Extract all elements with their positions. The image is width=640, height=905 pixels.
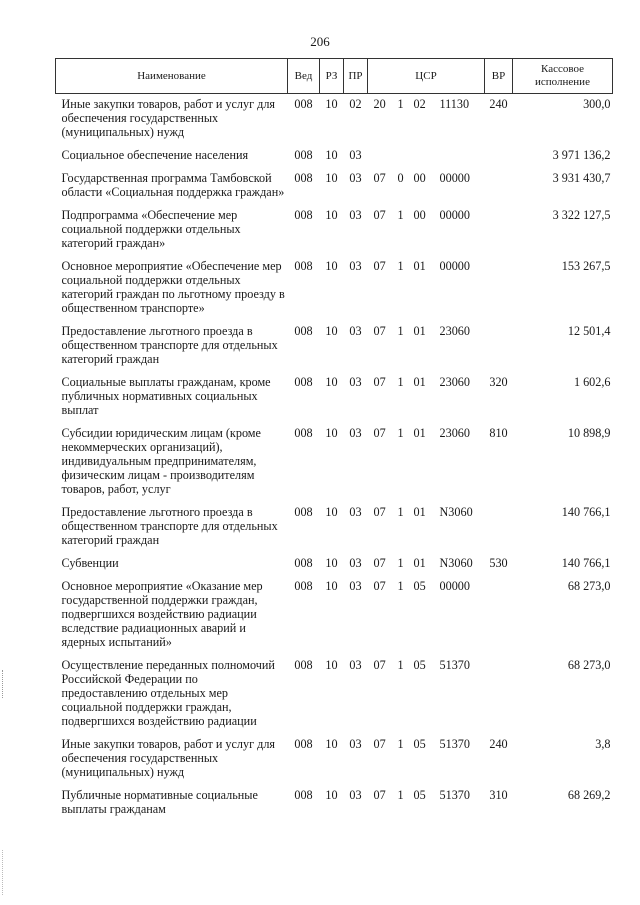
table-row bbox=[56, 372, 613, 423]
row-rz: 10 bbox=[325, 208, 338, 222]
row-amount: 3,8 bbox=[595, 737, 611, 751]
row-amount: 68 273,0 bbox=[567, 579, 611, 593]
csr-event: 05 bbox=[413, 658, 426, 672]
csr-subprogram: 1 bbox=[397, 737, 404, 751]
row-name: Подпрограмма «Обеспечение мер социальной поддержки отдельных категорий граждан» bbox=[61, 208, 241, 250]
row-vr bbox=[485, 168, 513, 205]
csr-subprogram: 1 bbox=[397, 375, 404, 389]
header-name: Наименование bbox=[56, 59, 288, 94]
row-name: Основное мероприятие «Оказание мер государственной поддержки граждан, подвергшихся воздействию радиации вследствие радиационных аварий и ядерных испытаний» bbox=[61, 579, 263, 649]
csr-subprogram: 1 bbox=[397, 788, 404, 802]
table-row bbox=[56, 553, 613, 576]
header-amount: Кассовое исполнение bbox=[513, 59, 613, 94]
table-row bbox=[56, 785, 613, 822]
row-name: Основное мероприятие «Обеспечение мер социальной поддержки отдельных категорий граждан по льготному проезду в общественном транспорте» bbox=[61, 259, 285, 315]
csr-event: 01 bbox=[413, 556, 426, 570]
row-csr bbox=[368, 785, 485, 822]
csr-direction: 11130 bbox=[439, 97, 470, 111]
row-csr bbox=[368, 321, 485, 372]
row-rz: 10 bbox=[325, 171, 338, 185]
row-pr: 03 bbox=[349, 259, 362, 273]
csr-direction: N3060 bbox=[439, 556, 473, 570]
csr-program: 07 bbox=[373, 375, 386, 389]
row-name: Публичные нормативные социальные выплаты гражданам bbox=[61, 788, 258, 816]
csr-event: 05 bbox=[413, 788, 426, 802]
csr-subprogram: 1 bbox=[397, 208, 404, 222]
header-pr: ПР bbox=[344, 59, 368, 94]
row-vr bbox=[485, 205, 513, 256]
csr-direction: 23060 bbox=[439, 375, 470, 389]
csr-direction: 00000 bbox=[439, 579, 470, 593]
row-amount: 140 766,1 bbox=[561, 505, 611, 519]
row-amount: 140 766,1 bbox=[561, 556, 611, 570]
row-amount: 1 602,6 bbox=[573, 375, 611, 389]
budget-table bbox=[55, 58, 613, 822]
row-name: Иные закупки товаров, работ и услуг для обеспечения государственных (муниципальных) нужд bbox=[61, 737, 276, 779]
row-csr bbox=[368, 655, 485, 734]
row-pr: 03 bbox=[349, 788, 362, 802]
csr-subprogram: 1 bbox=[397, 556, 404, 570]
csr-subprogram: 1 bbox=[397, 579, 404, 593]
row-vr: 310 bbox=[489, 788, 508, 802]
csr-direction: 00000 bbox=[439, 171, 470, 185]
row-rz: 10 bbox=[325, 148, 338, 162]
row-name: Иные закупки товаров, работ и услуг для обеспечения государственных (муниципальных) нужд bbox=[61, 97, 276, 139]
header-rz: РЗ bbox=[320, 59, 344, 94]
row-ved: 008 bbox=[294, 375, 313, 389]
row-amount: 300,0 bbox=[583, 97, 611, 111]
row-csr bbox=[368, 256, 485, 321]
row-csr bbox=[368, 423, 485, 502]
row-ved: 008 bbox=[294, 737, 313, 751]
header-vr: ВР bbox=[485, 59, 513, 94]
csr-event: 01 bbox=[413, 324, 426, 338]
csr-program: 07 bbox=[373, 505, 386, 519]
csr-program: 20 bbox=[373, 97, 386, 111]
row-pr: 03 bbox=[349, 148, 362, 162]
csr-program: 07 bbox=[373, 259, 386, 273]
row-name: Предоставление льготного проезда в общественном транспорте для отдельных категорий граждан bbox=[61, 324, 278, 366]
csr-event: 00 bbox=[413, 171, 426, 185]
table-row bbox=[56, 94, 613, 146]
row-name: Предоставление льготного проезда в общественном транспорте для отдельных категорий граждан bbox=[61, 505, 278, 547]
row-vr bbox=[485, 576, 513, 655]
row-pr: 03 bbox=[349, 579, 362, 593]
row-vr: 320 bbox=[489, 375, 508, 389]
row-csr bbox=[368, 734, 485, 785]
table-body bbox=[56, 94, 613, 823]
csr-subprogram: 1 bbox=[397, 505, 404, 519]
row-pr: 03 bbox=[349, 208, 362, 222]
table-row bbox=[56, 256, 613, 321]
csr-direction: 00000 bbox=[439, 208, 470, 222]
row-vr bbox=[485, 502, 513, 553]
row-rz: 10 bbox=[325, 658, 338, 672]
csr-program: 07 bbox=[373, 788, 386, 802]
row-pr: 03 bbox=[349, 737, 362, 751]
row-ved: 008 bbox=[294, 788, 313, 802]
csr-event: 05 bbox=[413, 579, 426, 593]
row-ved: 008 bbox=[294, 97, 313, 111]
row-amount: 68 269,2 bbox=[567, 788, 611, 802]
row-amount: 153 267,5 bbox=[561, 259, 611, 273]
row-vr: 530 bbox=[489, 556, 508, 570]
row-vr: 240 bbox=[489, 737, 508, 751]
row-ved: 008 bbox=[294, 259, 313, 273]
row-ved: 008 bbox=[294, 171, 313, 185]
row-ved: 008 bbox=[294, 505, 313, 519]
csr-direction: 00000 bbox=[439, 259, 470, 273]
row-name: Осуществление переданных полномочий Российской Федерации по предоставлению отдельных мер социальной поддержки граждан, подвергшихся воздействию радиации bbox=[61, 658, 275, 728]
row-vr bbox=[485, 321, 513, 372]
row-csr bbox=[368, 553, 485, 576]
row-vr bbox=[485, 145, 513, 168]
csr-subprogram: 1 bbox=[397, 259, 404, 273]
table-row bbox=[56, 205, 613, 256]
row-name: Социальное обеспечение населения bbox=[61, 148, 249, 162]
csr-event: 01 bbox=[413, 375, 426, 389]
row-csr bbox=[368, 94, 485, 146]
csr-event: 01 bbox=[413, 426, 426, 440]
row-rz: 10 bbox=[325, 505, 338, 519]
row-csr bbox=[368, 145, 485, 168]
csr-direction: N3060 bbox=[439, 505, 473, 519]
csr-subprogram: 0 bbox=[397, 171, 404, 185]
row-rz: 10 bbox=[325, 324, 338, 338]
csr-event: 01 bbox=[413, 259, 426, 273]
row-pr: 02 bbox=[349, 97, 362, 111]
csr-event: 01 bbox=[413, 505, 426, 519]
csr-direction: 23060 bbox=[439, 426, 470, 440]
row-ved: 008 bbox=[294, 556, 313, 570]
table-header-row bbox=[56, 59, 613, 94]
csr-program: 07 bbox=[373, 579, 386, 593]
margin-marks bbox=[2, 670, 5, 698]
row-ved: 008 bbox=[294, 658, 313, 672]
row-csr bbox=[368, 502, 485, 553]
table-row bbox=[56, 321, 613, 372]
row-amount: 68 273,0 bbox=[567, 658, 611, 672]
row-vr bbox=[485, 256, 513, 321]
csr-direction: 51370 bbox=[439, 788, 470, 802]
row-name: Государственная программа Тамбовской области «Социальная поддержка граждан» bbox=[61, 171, 285, 199]
row-rz: 10 bbox=[325, 556, 338, 570]
row-csr bbox=[368, 168, 485, 205]
row-amount: 3 971 136,2 bbox=[552, 148, 611, 162]
row-rz: 10 bbox=[325, 259, 338, 273]
row-ved: 008 bbox=[294, 579, 313, 593]
csr-direction: 51370 bbox=[439, 658, 470, 672]
row-csr bbox=[368, 372, 485, 423]
table-row bbox=[56, 655, 613, 734]
table-row bbox=[56, 145, 613, 168]
row-rz: 10 bbox=[325, 426, 338, 440]
csr-direction: 51370 bbox=[439, 737, 470, 751]
row-rz: 10 bbox=[325, 737, 338, 751]
csr-program: 07 bbox=[373, 208, 386, 222]
csr-program: 07 bbox=[373, 426, 386, 440]
page-number: 206 bbox=[310, 34, 330, 49]
row-name: Субвенции bbox=[61, 556, 119, 570]
header-ved: Вед bbox=[288, 59, 320, 94]
csr-program: 07 bbox=[373, 556, 386, 570]
row-pr: 03 bbox=[349, 426, 362, 440]
csr-subprogram: 1 bbox=[397, 97, 404, 111]
row-name: Социальные выплаты гражданам, кроме публичных нормативных социальных выплат bbox=[61, 375, 271, 417]
table-row bbox=[56, 423, 613, 502]
margin-marks bbox=[2, 850, 5, 895]
csr-subprogram: 1 bbox=[397, 426, 404, 440]
row-vr: 810 bbox=[489, 426, 508, 440]
row-csr bbox=[368, 205, 485, 256]
table-row bbox=[56, 576, 613, 655]
row-pr: 03 bbox=[349, 505, 362, 519]
row-pr: 03 bbox=[349, 324, 362, 338]
table-row bbox=[56, 502, 613, 553]
csr-direction: 23060 bbox=[439, 324, 470, 338]
row-ved: 008 bbox=[294, 208, 313, 222]
header-csr: ЦСР bbox=[368, 59, 485, 94]
table-row bbox=[56, 734, 613, 785]
row-vr bbox=[485, 655, 513, 734]
csr-event: 02 bbox=[413, 97, 426, 111]
row-rz: 10 bbox=[325, 579, 338, 593]
row-ved: 008 bbox=[294, 148, 313, 162]
row-rz: 10 bbox=[325, 97, 338, 111]
csr-program: 07 bbox=[373, 737, 386, 751]
row-csr bbox=[368, 576, 485, 655]
csr-program: 07 bbox=[373, 324, 386, 338]
row-pr: 03 bbox=[349, 556, 362, 570]
row-amount: 3 931 430,7 bbox=[552, 171, 611, 185]
row-ved: 008 bbox=[294, 324, 313, 338]
csr-event: 05 bbox=[413, 737, 426, 751]
row-pr: 03 bbox=[349, 658, 362, 672]
row-vr: 240 bbox=[489, 97, 508, 111]
csr-subprogram: 1 bbox=[397, 658, 404, 672]
row-amount: 10 898,9 bbox=[567, 426, 611, 440]
row-amount: 3 322 127,5 bbox=[552, 208, 611, 222]
csr-program: 07 bbox=[373, 658, 386, 672]
table-row bbox=[56, 168, 613, 205]
row-pr: 03 bbox=[349, 375, 362, 389]
csr-program: 07 bbox=[373, 171, 386, 185]
row-amount: 12 501,4 bbox=[567, 324, 611, 338]
row-pr: 03 bbox=[349, 171, 362, 185]
row-rz: 10 bbox=[325, 788, 338, 802]
row-ved: 008 bbox=[294, 426, 313, 440]
row-name: Субсидии юридическим лицам (кроме некоммерческих организаций), индивидуальным предпринимателям, физическим лицам - производителям товаров, работ, услуг bbox=[61, 426, 261, 496]
csr-subprogram: 1 bbox=[397, 324, 404, 338]
csr-event: 00 bbox=[413, 208, 426, 222]
row-rz: 10 bbox=[325, 375, 338, 389]
